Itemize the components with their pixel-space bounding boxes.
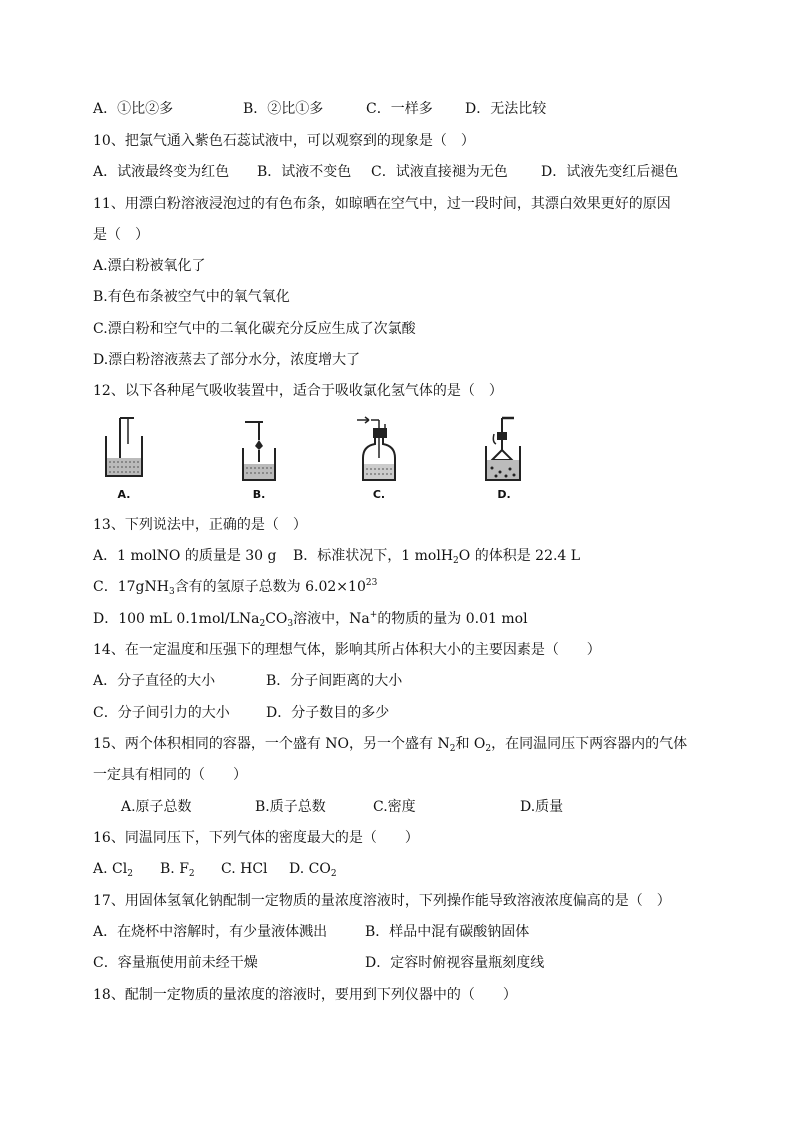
- q10-stem: 10、把氯气通入紫色石蕊试液中，可以观察到的现象是（ ）: [93, 133, 475, 149]
- q18-stem: 18、配制一定物质的量浓度的溶液时，要用到下列仪器中的（ ）: [93, 987, 517, 1003]
- q9-option-a: A．①比②多: [93, 101, 174, 117]
- q17-option-b: B．样品中混有碳酸钠固体: [365, 924, 530, 940]
- q14-option-b: B．分子间距离的大小: [266, 673, 403, 689]
- q15-option-d: D.质量: [520, 799, 564, 815]
- q11-option-b: B.有色布条被空气中的氧气氧化: [93, 289, 290, 305]
- q13-stem: 13、下列说法中，正确的是（ ）: [93, 517, 307, 533]
- apparatus-b: [235, 414, 283, 506]
- q14-stem: 14、在一定温度和压强下的理想气体，影响其所占体积大小的主要因素是（ ）: [93, 642, 601, 658]
- q9-option-d: D．无法比较: [465, 101, 547, 117]
- q14-option-a: A．分子直径的大小: [93, 673, 216, 689]
- apparatus-d: [480, 414, 528, 506]
- apparatus-a-drawing: [100, 414, 148, 488]
- q15-option-b: B.质子总数: [255, 799, 326, 815]
- q17-stem: 17、用固体氢氧化钠配制一定物质的量浓度溶液时，下列操作能导致溶液浓度偏高的是（ ）: [93, 893, 671, 909]
- q16-option-a: A. $Cl_2$: [93, 861, 133, 879]
- q13-option-d: D．100 mL $0.1mol/LNa_2CO_3$溶液中，Na+的物质的量为 0.01 mol: [93, 610, 528, 629]
- q17-option-d: D．定容时俯视容量瓶刻度线: [365, 955, 545, 971]
- apparatus-d-label: D.: [497, 488, 511, 501]
- apparatus-d-drawing: [480, 414, 528, 488]
- q11-option-d: D.漂白粉溶液蒸去了部分水分，浓度增大了: [93, 352, 361, 368]
- q15-stem-line1: 15、两个体积相同的容器，一个盛有 NO，另一个盛有 $N_2$和 $O_2$，在同温同压下两容器内的气体: [93, 736, 688, 754]
- q12-stem: 12、以下各种尾气吸收装置中，适合于吸收氯化氢气体的是（ ）: [93, 383, 503, 399]
- q9-option-b: B．②比①多: [243, 101, 324, 117]
- apparatus-a-label: A.: [117, 488, 131, 501]
- q16-stem: 16、同温同压下，下列气体的密度最大的是（ ）: [93, 830, 419, 846]
- q11-stem-line2: 是（ ）: [93, 227, 149, 243]
- q16-option-d: D. $CO_2$: [289, 861, 337, 879]
- q13-option-b: B．标准状况下，1 molH$_2$O 的体积是 22.4 L: [293, 548, 581, 566]
- apparatus-c-label: C.: [372, 488, 386, 501]
- q10-option-a: A．试液最终变为红色: [93, 164, 230, 180]
- q10-option-c: C．试液直接褪为无色: [371, 164, 508, 180]
- q15-option-a: A.原子总数: [121, 799, 192, 815]
- q17-option-c: C．容量瓶使用前未经干燥: [93, 955, 258, 971]
- apparatus-b-drawing: [235, 414, 283, 488]
- q13-option-a: A．1 molNO 的质量是 30 g: [93, 548, 277, 564]
- apparatus-c-drawing: [355, 414, 403, 488]
- q14-option-d: D．分子数目的多少: [266, 705, 390, 721]
- apparatus-c: [355, 414, 403, 506]
- q11-option-c: C.漂白粉和空气中的二氧化碳充分反应生成了次氯酸: [93, 321, 416, 337]
- q12-apparatus-figures: [100, 414, 540, 506]
- apparatus-b-label: B.: [252, 488, 266, 501]
- q11-stem-line1: 11、用漂白粉溶液浸泡过的有色布条，如晾晒在空气中，过一段时间，其漂白效果更好的原因: [93, 196, 671, 212]
- q9-option-c: C．一样多: [366, 101, 433, 117]
- q13-option-c: C．17gNH$_3$含有的氢原子总数为 $6.02\times 10^{23}$: [93, 578, 378, 597]
- q16-option-c: C. HCl: [221, 861, 268, 877]
- q11-option-a: A.漂白粉被氧化了: [93, 258, 206, 274]
- q14-option-c: C．分子间引力的大小: [93, 705, 230, 721]
- q15-option-c: C.密度: [373, 799, 416, 815]
- apparatus-a: [100, 414, 148, 506]
- q10-option-b: B．试液不变色: [257, 164, 352, 180]
- q17-option-a: A．在烧杯中溶解时，有少量液体溅出: [93, 924, 328, 940]
- q16-option-b: B. $F_2$: [160, 861, 195, 879]
- q15-stem-line2: 一定具有相同的（ ）: [93, 767, 247, 783]
- q10-option-d: D．试液先变红后褪色: [541, 164, 679, 180]
